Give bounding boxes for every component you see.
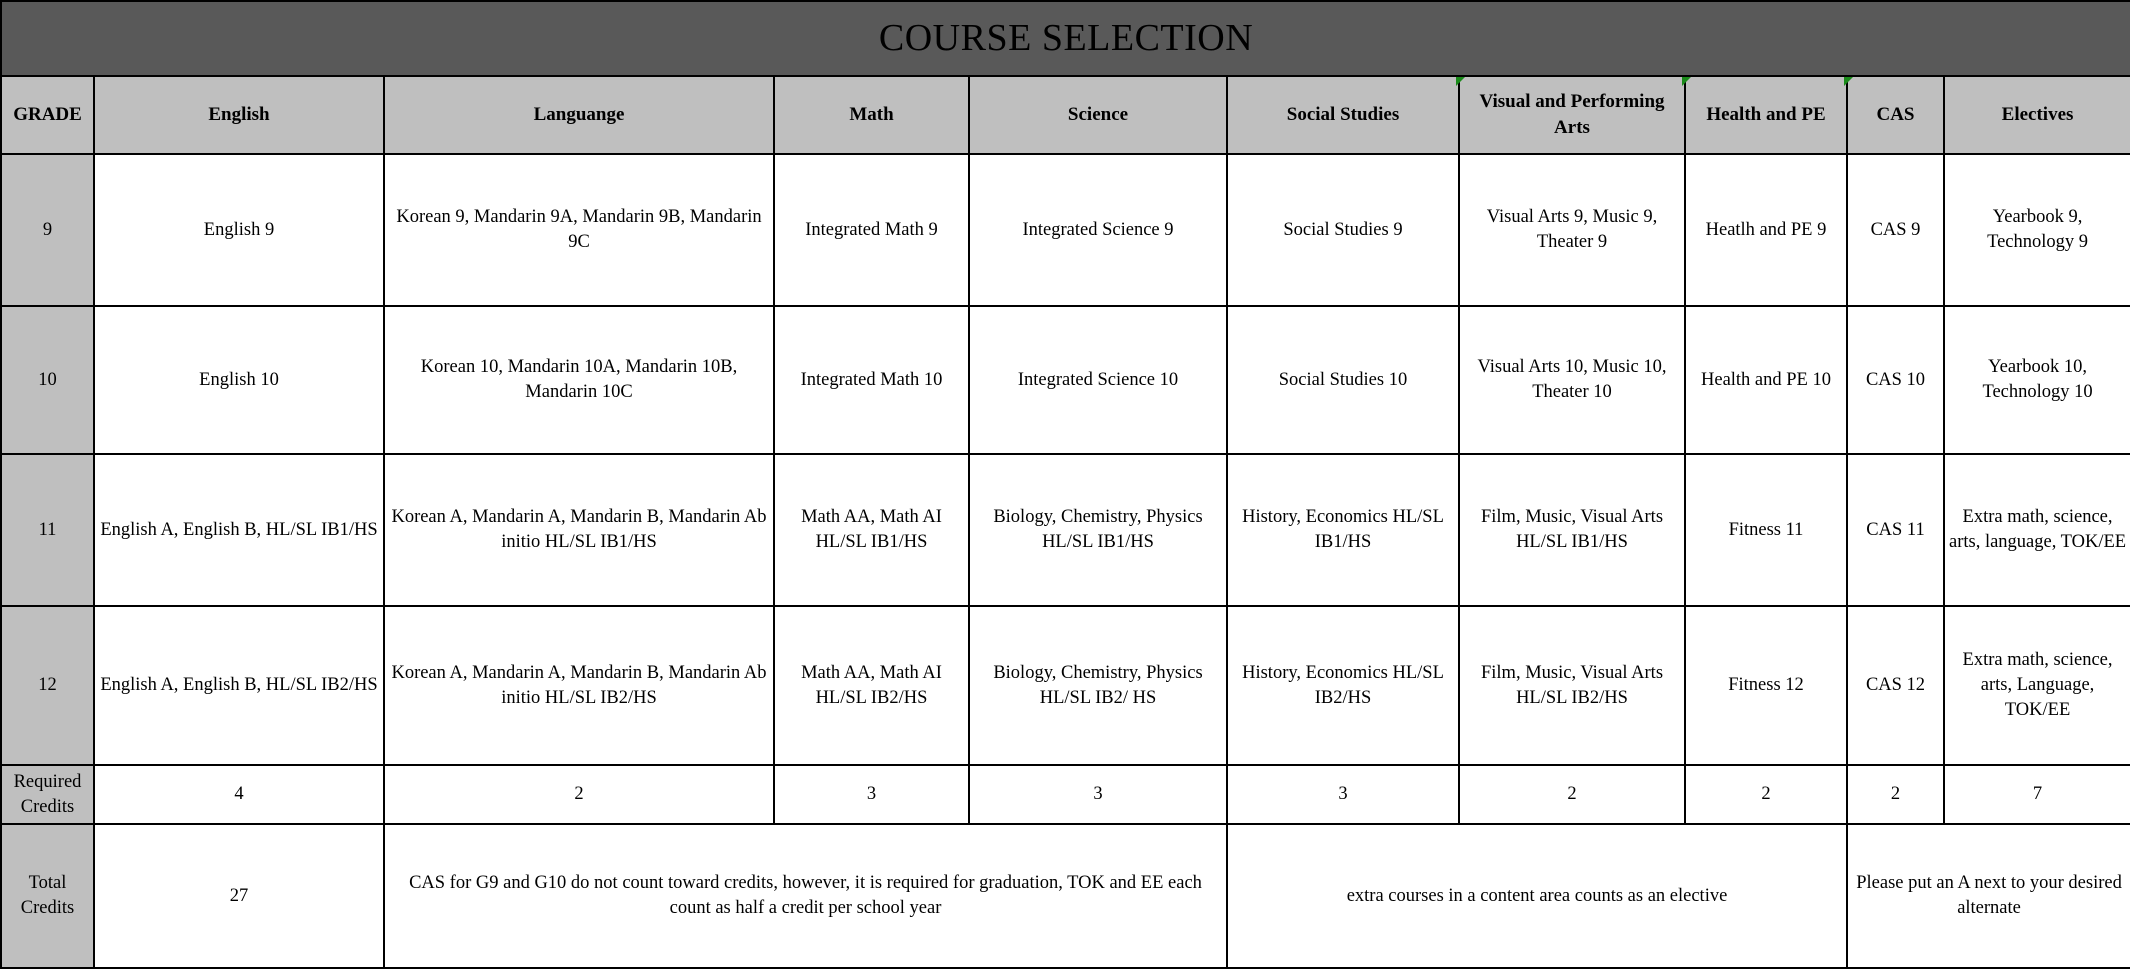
health-pe-cell[interactable]: Health and PE 10 bbox=[1685, 306, 1847, 454]
table-row bbox=[1, 454, 2130, 606]
health-pe-cell[interactable]: Fitness 11 bbox=[1685, 454, 1847, 606]
math-cell[interactable]: Math AA, Math AI HL/SL IB2/HS bbox=[774, 606, 969, 765]
science-cell[interactable]: Biology, Chemistry, Physics HL/SL IB1/HS bbox=[969, 454, 1227, 606]
cas-cell[interactable]: CAS 12 bbox=[1847, 606, 1944, 765]
math-cell[interactable]: Integrated Math 10 bbox=[774, 306, 969, 454]
cas-cell[interactable]: CAS 9 bbox=[1847, 154, 1944, 306]
language-cell[interactable]: Korean 10, Mandarin 10A, Mandarin 10B, Mandarin 10C bbox=[384, 306, 774, 454]
comment-marker-icon bbox=[1456, 77, 1465, 86]
sheet-title: COURSE SELECTION bbox=[1, 1, 2130, 76]
total-credits-value[interactable]: 27 bbox=[94, 824, 384, 968]
header-cas[interactable]: CAS bbox=[1847, 76, 1944, 154]
language-cell[interactable]: Korean A, Mandarin A, Mandarin B, Mandarin Ab initio HL/SL IB2/HS bbox=[384, 606, 774, 765]
arts-cell[interactable]: Visual Arts 10, Music 10, Theater 10 bbox=[1459, 306, 1685, 454]
electives-cell[interactable]: Extra math, science, arts, Language, TOK/EE bbox=[1944, 606, 2130, 765]
cas-credits-note[interactable]: CAS for G9 and G10 do not count toward credits, however, it is required for graduation, TOK and EE each count as half a credit per school year bbox=[384, 824, 1227, 968]
required-credits-row bbox=[1, 765, 2130, 824]
social-studies-cell[interactable]: Social Studies 10 bbox=[1227, 306, 1459, 454]
electives-credits-cell[interactable]: 7 bbox=[1944, 765, 2130, 824]
english-credits-cell[interactable]: 4 bbox=[94, 765, 384, 824]
science-cell[interactable]: Integrated Science 9 bbox=[969, 154, 1227, 306]
social-studies-credits-cell[interactable]: 3 bbox=[1227, 765, 1459, 824]
language-credits-cell[interactable]: 2 bbox=[384, 765, 774, 824]
social-studies-cell[interactable]: History, Economics HL/SL IB2/HS bbox=[1227, 606, 1459, 765]
language-cell[interactable]: Korean 9, Mandarin 9A, Mandarin 9B, Mandarin 9C bbox=[384, 154, 774, 306]
science-cell[interactable]: Integrated Science 10 bbox=[969, 306, 1227, 454]
title-row bbox=[1, 1, 2130, 76]
english-cell[interactable]: English 10 bbox=[94, 306, 384, 454]
total-credits-label[interactable]: Total Credits bbox=[1, 824, 94, 968]
grade-cell[interactable]: 9 bbox=[1, 154, 94, 306]
cas-cell[interactable]: CAS 10 bbox=[1847, 306, 1944, 454]
electives-cell[interactable]: Extra math, science, arts, language, TOK/EE bbox=[1944, 454, 2130, 606]
grade-cell[interactable]: 10 bbox=[1, 306, 94, 454]
grade-cell[interactable]: 11 bbox=[1, 454, 94, 606]
table-row bbox=[1, 154, 2130, 306]
table-row bbox=[1, 606, 2130, 765]
science-credits-cell[interactable]: 3 bbox=[969, 765, 1227, 824]
english-cell[interactable]: English 9 bbox=[94, 154, 384, 306]
english-cell[interactable]: English A, English B, HL/SL IB2/HS bbox=[94, 606, 384, 765]
electives-cell[interactable]: Yearbook 9, Technology 9 bbox=[1944, 154, 2130, 306]
header-arts[interactable]: Visual and Performing Arts bbox=[1459, 76, 1685, 154]
total-credits-row bbox=[1, 824, 2130, 968]
electives-cell[interactable]: Yearbook 10, Technology 10 bbox=[1944, 306, 2130, 454]
table-row bbox=[1, 306, 2130, 454]
header-english[interactable]: English bbox=[94, 76, 384, 154]
required-credits-label[interactable]: Required Credits bbox=[1, 765, 94, 824]
health-pe-cell[interactable]: Heatlh and PE 9 bbox=[1685, 154, 1847, 306]
header-grade[interactable]: GRADE bbox=[1, 76, 94, 154]
comment-marker-icon bbox=[1844, 77, 1853, 86]
english-cell[interactable]: English A, English B, HL/SL IB1/HS bbox=[94, 454, 384, 606]
arts-cell[interactable]: Visual Arts 9, Music 9, Theater 9 bbox=[1459, 154, 1685, 306]
comment-marker-icon bbox=[1682, 77, 1691, 86]
header-social-studies[interactable]: Social Studies bbox=[1227, 76, 1459, 154]
science-cell[interactable]: Biology, Chemistry, Physics HL/SL IB2/ HS bbox=[969, 606, 1227, 765]
extra-courses-note[interactable]: extra courses in a content area counts as an elective bbox=[1227, 824, 1847, 968]
health-pe-credits-cell[interactable]: 2 bbox=[1685, 765, 1847, 824]
arts-cell[interactable]: Film, Music, Visual Arts HL/SL IB1/HS bbox=[1459, 454, 1685, 606]
language-cell[interactable]: Korean A, Mandarin A, Mandarin B, Mandarin Ab initio HL/SL IB1/HS bbox=[384, 454, 774, 606]
social-studies-cell[interactable]: History, Economics HL/SL IB1/HS bbox=[1227, 454, 1459, 606]
math-cell[interactable]: Integrated Math 9 bbox=[774, 154, 969, 306]
grade-cell[interactable]: 12 bbox=[1, 606, 94, 765]
health-pe-cell[interactable]: Fitness 12 bbox=[1685, 606, 1847, 765]
alternate-note[interactable]: Please put an A next to your desired alternate bbox=[1847, 824, 2130, 968]
math-credits-cell[interactable]: 3 bbox=[774, 765, 969, 824]
header-health-pe[interactable]: Health and PE bbox=[1685, 76, 1847, 154]
cas-credits-cell[interactable]: 2 bbox=[1847, 765, 1944, 824]
cas-cell[interactable]: CAS 11 bbox=[1847, 454, 1944, 606]
header-science[interactable]: Science bbox=[969, 76, 1227, 154]
header-electives[interactable]: Electives bbox=[1944, 76, 2130, 154]
arts-credits-cell[interactable]: 2 bbox=[1459, 765, 1685, 824]
header-row bbox=[1, 76, 2130, 154]
header-math[interactable]: Math bbox=[774, 76, 969, 154]
header-language[interactable]: Languange bbox=[384, 76, 774, 154]
arts-cell[interactable]: Film, Music, Visual Arts HL/SL IB2/HS bbox=[1459, 606, 1685, 765]
social-studies-cell[interactable]: Social Studies 9 bbox=[1227, 154, 1459, 306]
math-cell[interactable]: Math AA, Math AI HL/SL IB1/HS bbox=[774, 454, 969, 606]
